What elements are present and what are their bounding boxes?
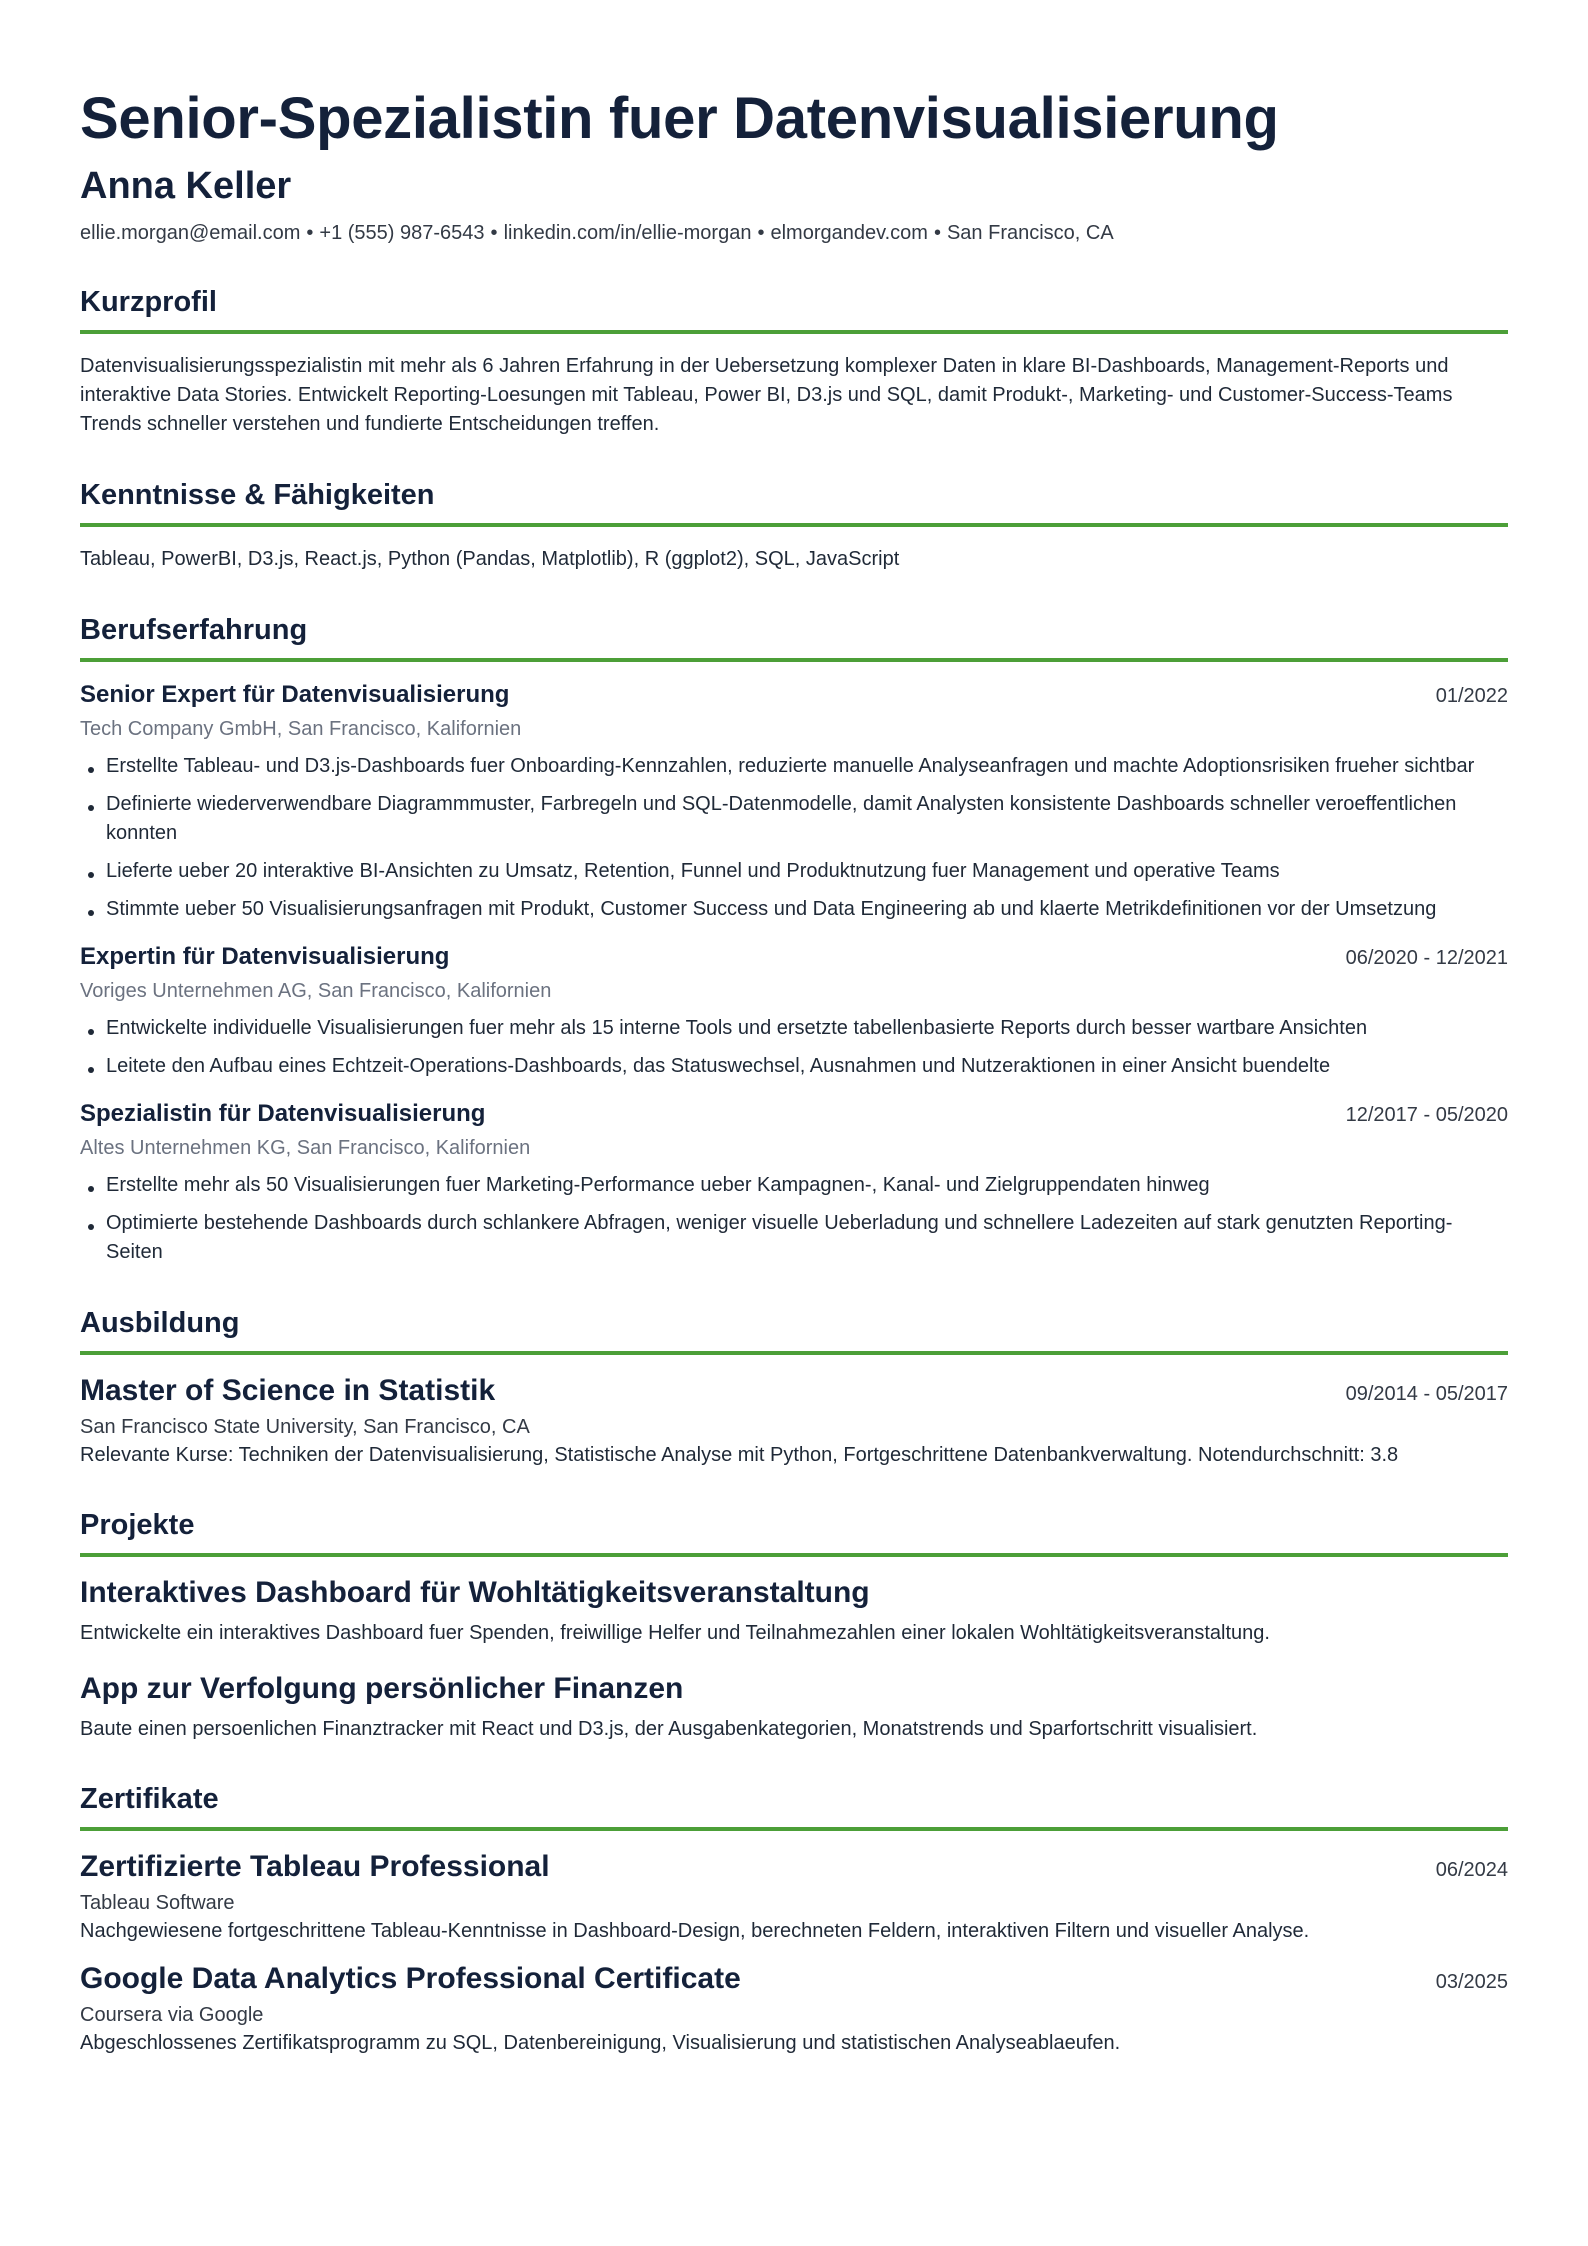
job-bullets [80,1014,1508,1081]
contact-separator: • [757,222,765,244]
certificate-date: 06/2024 [1435,1859,1508,1881]
project-entry [80,1575,1508,1647]
job-date: 01/2022 [1435,685,1508,707]
experience-section [80,612,1508,1267]
certificate-description: Abgeschlossenes Zertifikatsprogramm zu SQL, Datenbereinigung, Visualisierung und statistischen Analyseablaeufen. [80,2032,1121,2054]
projects-section [80,1507,1508,1743]
job-company: Tech Company GmbH, San Francisco, Kalifornien [80,718,522,740]
job-bullets [80,1171,1508,1267]
job-bullets [80,752,1508,924]
certificate-entry [80,1961,1508,2057]
project-description: Baute einen persoenlichen Finanztracker mit React und D3.js, der Ausgabenkategorien, Monatstrends und Sparfortschritt visualisiert. [80,1718,1258,1740]
job-entry [80,942,1508,1081]
school-name: San Francisco State University, San Francisco, CA [80,1416,530,1438]
job-bullet: Optimierte bestehende Dashboards durch schlankere Abfragen, weniger visuelle Ueberladung und schnellere Ladezeiten auf stark genutzten Reporting-Seiten [80,1209,1508,1267]
contact-website[interactable]: elmorgandev.com [770,222,928,244]
education-details: Relevante Kurse: Techniken der Datenvisualisierung, Statistische Analyse mit Python, Fortgeschrittene Datenbankverwaltung. Notendurchschnitt: 3.8 [80,1444,1399,1466]
skills-text: Tableau, PowerBI, D3.js, React.js, Python (Pandas, Matplotlib), R (ggplot2), SQL, JavaScript [80,548,900,570]
contact-line [80,220,1508,246]
contact-phone[interactable]: +1 (555) 987-6543 [319,222,485,244]
job-bullet: Stimmte ueber 50 Visualisierungsanfragen mit Produkt, Customer Success und Data Engineering ab und klaerte Metrikdefinitionen vor der Umsetzung [80,895,1508,924]
education-heading: Ausbildung [80,1305,1508,1355]
summary-section [80,284,1508,439]
skills-heading: Kenntnisse & Fähigkeiten [80,477,1508,527]
job-date: 12/2017 - 05/2020 [1345,1104,1508,1126]
candidate-name: Anna Keller [80,165,292,207]
summary-text: Datenvisualisierungsspezialistin mit mehr als 6 Jahren Erfahrung in der Uebersetzung komplexer Daten in klare BI-Dashboards, Management-Reports und interaktive Data Stories. Entwickelt Reporting-Loesungen mit Tableau, Power BI, D3.js und SQL, damit Produkt-, Marketing- und Customer-Success-Teams Trends schneller verstehen und fundierte Entscheidungen treffen. [80,355,1453,435]
experience-heading: Berufserfahrung [80,612,1508,662]
contact-location: San Francisco, CA [946,222,1114,244]
degree-title: Master of Science in Statistik [80,1374,496,1407]
certificate-issuer: Tableau Software [80,1892,235,1914]
job-bullet: Entwickelte individuelle Visualisierungen fuer mehr als 15 interne Tools und ersetzte tabellenbasierte Reports durch besser wartbare Ansichten [80,1014,1508,1043]
certificate-issuer: Coursera via Google [80,2004,264,2026]
job-company: Altes Unternehmen KG, San Francisco, Kalifornien [80,1137,531,1159]
education-date: 09/2014 - 05/2017 [1345,1383,1508,1405]
summary-heading: Kurzprofil [80,284,1508,334]
certificate-title: Google Data Analytics Professional Certificate [80,1962,741,1995]
certificate-entry [80,1849,1508,1945]
projects-heading: Projekte [80,1507,1508,1557]
job-title: Expertin für Datenvisualisierung [80,943,450,970]
project-description: Entwickelte ein interaktives Dashboard fuer Spenden, freiwillige Helfer und Teilnahmezahlen einer lokalen Wohltätigkeitsveranstaltung. [80,1622,1270,1644]
project-entry [80,1671,1508,1743]
job-company: Voriges Unternehmen AG, San Francisco, Kalifornien [80,980,552,1002]
document-title: Senior-Spezialistin fuer Datenvisualisierung [80,86,1279,151]
contact-email[interactable]: ellie.morgan@email.com [80,222,301,244]
job-entry [80,1099,1508,1267]
job-bullet: Leitete den Aufbau eines Echtzeit-Operations-Dashboards, das Statuswechsel, Ausnahmen und Nutzeraktionen in einer Ansicht buendelte [80,1052,1508,1081]
job-bullet: Definierte wiederverwendbare Diagrammmuster, Farbregeln und SQL-Datenmodelle, damit Analysten konsistente Dashboards schneller veroeffentlichen konnten [80,790,1508,848]
education-entry [80,1373,1508,1469]
contact-separator: • [306,222,314,244]
project-title: Interaktives Dashboard für Wohltätigkeitsveranstaltung [80,1576,870,1609]
certificate-description: Nachgewiesene fortgeschrittene Tableau-Kenntnisse in Dashboard-Design, berechneten Feldern, interaktiven Filtern und visueller Analyse. [80,1920,1310,1942]
certificates-section [80,1781,1508,2057]
contact-linkedin[interactable]: linkedin.com/in/ellie-morgan [503,222,752,244]
job-bullet: Erstellte mehr als 50 Visualisierungen fuer Marketing-Performance ueber Kampagnen-, Kanal- und Zielgruppendaten hinweg [80,1171,1508,1200]
job-bullet: Erstellte Tableau- und D3.js-Dashboards fuer Onboarding-Kennzahlen, reduzierte manuelle Analyseanfragen und machte Adoptionsrisiken frueher sichtbar [80,752,1508,781]
skills-section [80,477,1508,574]
education-section [80,1305,1508,1469]
job-bullet: Lieferte ueber 20 interaktive BI-Ansichten zu Umsatz, Retention, Funnel und Produktnutzung fuer Management und operative Teams [80,857,1508,886]
job-date: 06/2020 - 12/2021 [1345,947,1508,969]
certificate-title: Zertifizierte Tableau Professional [80,1850,550,1883]
contact-separator: • [933,222,941,244]
job-title: Spezialistin für Datenvisualisierung [80,1100,486,1127]
certificate-date: 03/2025 [1435,1971,1508,1993]
contact-separator: • [490,222,498,244]
job-entry [80,680,1508,924]
project-title: App zur Verfolgung persönlicher Finanzen [80,1672,684,1705]
job-title: Senior Expert für Datenvisualisierung [80,681,510,708]
certificates-heading: Zertifikate [80,1781,1508,1831]
